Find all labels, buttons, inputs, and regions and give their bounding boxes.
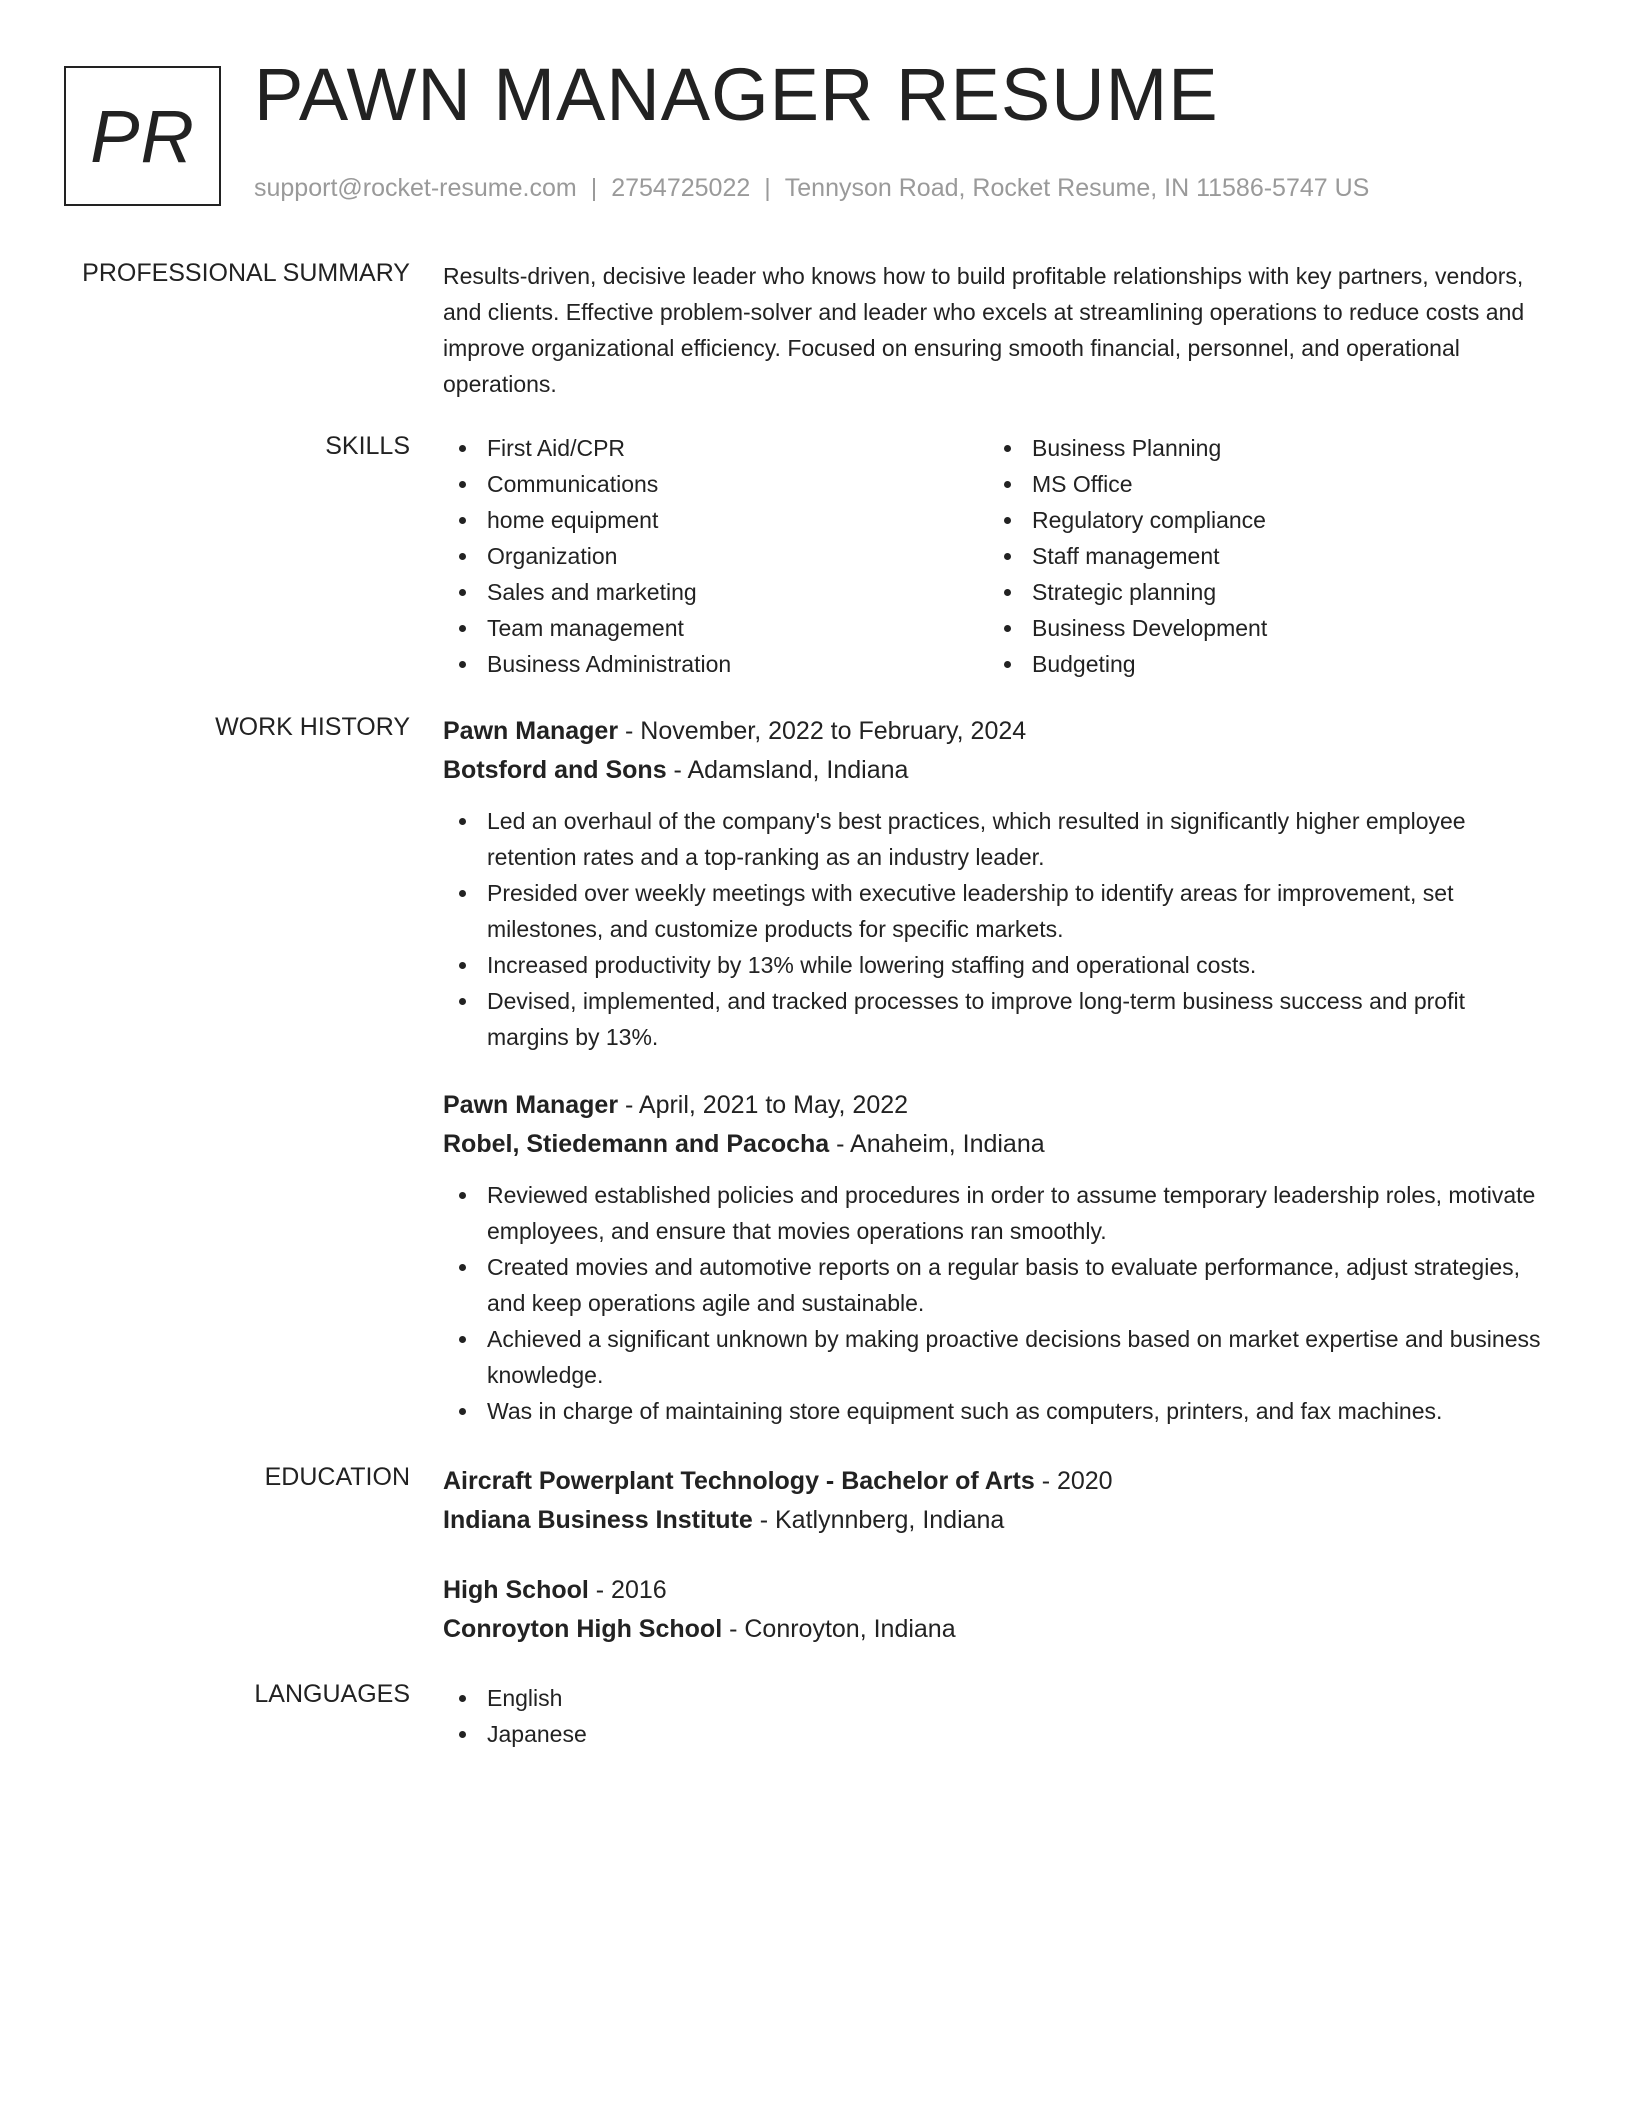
skill-item: Business Planning — [988, 430, 1533, 466]
job-title-line — [443, 1086, 1543, 1125]
job-bullet: Reviewed established policies and procedures in order to assume temporary leadership roles, motivate employees, and ensure that movies operations ran smoothly. — [443, 1177, 1543, 1249]
education-entry — [443, 1462, 1543, 1540]
monogram-box — [64, 66, 221, 206]
job-dates: - April, 2021 to May, 2022 — [618, 1091, 909, 1119]
job-company: Botsford and Sons — [443, 756, 667, 784]
section-label-languages: LANGUAGES — [254, 1680, 410, 1708]
job-company-line — [443, 1125, 1543, 1164]
degree-line — [443, 1462, 1543, 1501]
languages-body — [443, 1680, 1543, 1752]
summary-body — [443, 258, 1543, 402]
degree-line — [443, 1571, 956, 1610]
section-label-skills: SKILLS — [325, 432, 410, 460]
education-entry — [443, 1571, 956, 1649]
school-name: Conroyton High School — [443, 1615, 723, 1643]
job-dates: - November, 2022 to February, 2024 — [618, 717, 1027, 745]
language-item: Japanese — [443, 1716, 1543, 1752]
job-entry — [443, 712, 1543, 1055]
skills-list-left — [443, 430, 988, 682]
job-entry — [443, 1086, 1543, 1429]
contact-phone: 2754725022 — [611, 174, 751, 202]
job-bullet: Led an overhaul of the company's best practices, which resulted in significantly higher employee retention rates and a top-ranking as an industry leader. — [443, 803, 1543, 875]
skills-body — [443, 432, 1543, 682]
skill-item: MS Office — [988, 466, 1533, 502]
education-body — [443, 1462, 1543, 1643]
school-line — [443, 1610, 956, 1649]
degree-year: - 2020 — [1034, 1467, 1113, 1495]
job-company-line — [443, 751, 1543, 790]
work-body — [443, 712, 1543, 1424]
section-label-education: EDUCATION — [264, 1463, 410, 1491]
skill-item: Staff management — [988, 538, 1533, 574]
job-bullet: Increased productivity by 13% while lowering staffing and operational costs. — [443, 947, 1543, 983]
skill-item: Regulatory compliance — [988, 502, 1533, 538]
job-company: Robel, Stiedemann and Pacocha — [443, 1130, 830, 1158]
school-location: - Katlynnberg, Indiana — [752, 1506, 1005, 1534]
job-bullet: Was in charge of maintaining store equipment such as computers, printers, and fax machines. — [443, 1393, 1543, 1429]
school-name: Indiana Business Institute — [443, 1506, 753, 1534]
skill-item: home equipment — [443, 502, 988, 538]
skill-item: Strategic planning — [988, 574, 1533, 610]
job-bullet: Created movies and automotive reports on a regular basis to evaluate performance, adjust strategies, and keep operations agile and sustainable. — [443, 1249, 1543, 1321]
job-title: Pawn Manager — [443, 1091, 619, 1119]
contact-email: support@rocket-resume.com — [254, 174, 577, 202]
skill-item: Budgeting — [988, 646, 1533, 682]
job-bullet: Presided over weekly meetings with executive leadership to identify areas for improvement, set milestones, and customize products for specific markets. — [443, 875, 1543, 947]
contact-address: Tennyson Road, Rocket Resume, IN 11586-5747 US — [784, 174, 1370, 202]
skill-item: First Aid/CPR — [443, 430, 988, 466]
contact-line — [254, 174, 1369, 203]
degree-name: Aircraft Powerplant Technology - Bachelor of Arts — [443, 1467, 1035, 1495]
section-label-work: WORK HISTORY — [215, 713, 410, 741]
job-bullet: Devised, implemented, and tracked processes to improve long-term business success and profit margins by 13%. — [443, 983, 1543, 1055]
contact-separator: | — [590, 174, 598, 202]
degree-name: High School — [443, 1576, 589, 1604]
skills-list-right — [988, 430, 1533, 682]
job-bullet-list — [443, 803, 1543, 1055]
school-location: - Conroyton, Indiana — [722, 1615, 956, 1643]
degree-year: - 2016 — [588, 1576, 667, 1604]
job-location: - Anaheim, Indiana — [829, 1130, 1045, 1158]
skill-item: Organization — [443, 538, 988, 574]
skill-item: Business Administration — [443, 646, 988, 682]
language-item: English — [443, 1680, 1543, 1716]
skill-item: Communications — [443, 466, 988, 502]
job-title: Pawn Manager — [443, 717, 619, 745]
school-line — [443, 1501, 1543, 1540]
resume-title: PAWN MANAGER RESUME — [254, 53, 1219, 136]
job-bullet-list — [443, 1177, 1543, 1429]
job-bullet: Achieved a significant unknown by making proactive decisions based on market expertise and business knowledge. — [443, 1321, 1543, 1393]
monogram-initials: PR — [90, 94, 195, 178]
job-title-line — [443, 712, 1543, 751]
summary-text: Results-driven, decisive leader who knows how to build profitable relationships with key partners, vendors, and clients. Effective problem-solver and leader who excels at streamlining operations to reduce costs and improve organizational efficiency. Focused on ensuring smooth financial, personnel, and operational operations. — [443, 263, 1525, 397]
section-label-summary: PROFESSIONAL SUMMARY — [82, 259, 410, 287]
job-location: - Adamsland, Indiana — [666, 756, 909, 784]
skill-item: Business Development — [988, 610, 1533, 646]
skill-item: Sales and marketing — [443, 574, 988, 610]
contact-separator: | — [764, 174, 771, 202]
skill-item: Team management — [443, 610, 988, 646]
languages-list — [443, 1680, 1543, 1752]
